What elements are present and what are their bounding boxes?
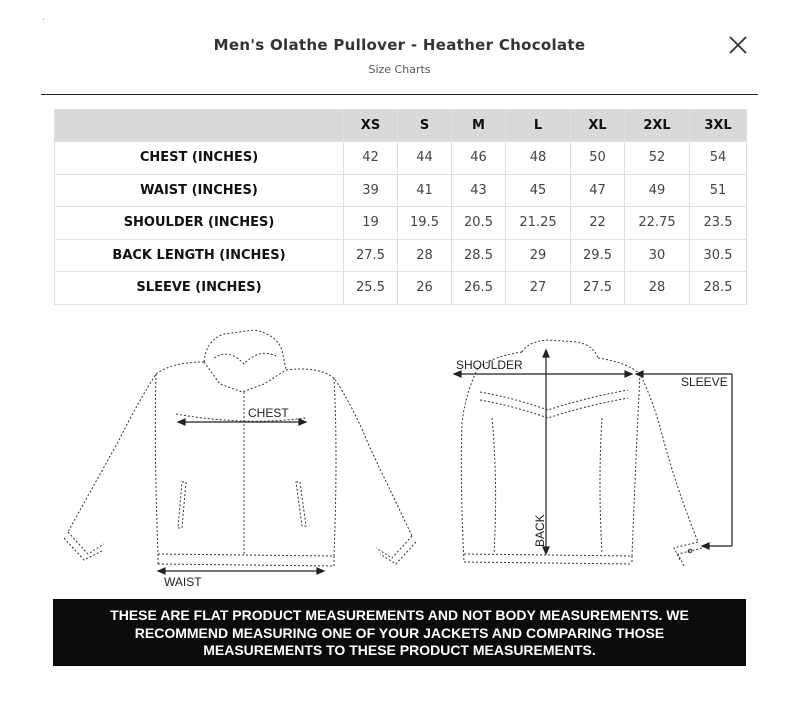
table-cell: 39 (344, 174, 398, 207)
table-cell: 27.5 (344, 239, 398, 272)
table-cell: 30 (625, 239, 690, 272)
row-label: CHEST (INCHES) (55, 142, 344, 175)
modal-title: Men's Olathe Pullover - Heather Chocolate (213, 36, 586, 54)
shoulder-arrow-right (625, 371, 632, 377)
table-cell: 19.5 (398, 207, 452, 240)
table-row (55, 272, 747, 305)
size-header-xs: XS (344, 110, 398, 142)
size-chart-table (54, 109, 747, 305)
table-cell: 27 (506, 272, 571, 305)
size-header-m: M (452, 110, 506, 142)
measurement-notice: THESE ARE FLAT PRODUCT MEASUREMENTS AND NOT BODY MEASUREMENTS. WE RECOMMEND MEASURING ONE OF YOUR JACKETS AND COMPARING THOSE MEASUREMENTS TO THESE PRODUCT MEASUREMENTS. (53, 599, 746, 666)
table-header-row (55, 110, 747, 142)
table-cell: 19 (344, 207, 398, 240)
table-corner-cell (55, 110, 344, 142)
table-cell: 29.5 (571, 239, 625, 272)
row-label: BACK LENGTH (INCHES) (55, 239, 344, 272)
waist-arrow-right (317, 568, 324, 574)
waist-label: WAIST (164, 575, 202, 589)
chest-label: CHEST (248, 406, 289, 420)
table-cell: 41 (398, 174, 452, 207)
row-label: SLEEVE (INCHES) (55, 272, 344, 305)
header-divider (41, 94, 758, 95)
table-cell: 20.5 (452, 207, 506, 240)
table-cell: 21.25 (506, 207, 571, 240)
waist-arrow-left (158, 568, 165, 574)
size-header-3xl: 3XL (690, 110, 747, 142)
jacket-measurement-diagram (54, 322, 746, 592)
table-cell: 52 (625, 142, 690, 175)
table-cell: 28 (625, 272, 690, 305)
chest-arrow-left (178, 419, 185, 425)
table-cell: 54 (690, 142, 747, 175)
table-row (55, 174, 747, 207)
table-cell: 30.5 (690, 239, 747, 272)
sleeve-arrow-bottom (702, 543, 709, 549)
table-cell: 26.5 (452, 272, 506, 305)
table-cell: 28.5 (690, 272, 747, 305)
row-label: WAIST (INCHES) (55, 174, 344, 207)
size-header-2xl: 2XL (625, 110, 690, 142)
size-header-l: L (506, 110, 571, 142)
table-cell: 44 (398, 142, 452, 175)
back-length-arrow-bottom (543, 547, 549, 554)
table-cell: 42 (344, 142, 398, 175)
table-cell: 22.75 (625, 207, 690, 240)
size-header-xl: XL (571, 110, 625, 142)
table-cell: 27.5 (571, 272, 625, 305)
front-jacket-illustration (64, 330, 416, 566)
close-button[interactable] (726, 33, 750, 57)
table-cell: 51 (690, 174, 747, 207)
chest-arrow-right (299, 419, 306, 425)
table-cell: 46 (452, 142, 506, 175)
modal-subtitle: Size Charts (368, 63, 431, 76)
shoulder-label: SHOULDER (456, 358, 523, 372)
back-label: BACK (533, 514, 547, 547)
table-cell: 43 (452, 174, 506, 207)
table-row (55, 207, 747, 240)
table-cell: 48 (506, 142, 571, 175)
table-cell: 26 (398, 272, 452, 305)
table-cell: 28 (398, 239, 452, 272)
table-cell: 50 (571, 142, 625, 175)
back-length-arrow-top (543, 350, 549, 357)
modal-header (0, 0, 799, 95)
table-cell: 29 (506, 239, 571, 272)
size-header-s: S (398, 110, 452, 142)
jacket-diagram-svg (54, 322, 746, 592)
table-cell: 47 (571, 174, 625, 207)
table-cell: 49 (625, 174, 690, 207)
sleeve-label: SLEEVE (681, 375, 728, 389)
close-icon (726, 33, 750, 57)
table-cell: 28.5 (452, 239, 506, 272)
table-cell: 23.5 (690, 207, 747, 240)
table-cell: 22 (571, 207, 625, 240)
table-row (55, 239, 747, 272)
table-cell: 45 (506, 174, 571, 207)
row-label: SHOULDER (INCHES) (55, 207, 344, 240)
table-row (55, 142, 747, 175)
table-cell: 25.5 (344, 272, 398, 305)
